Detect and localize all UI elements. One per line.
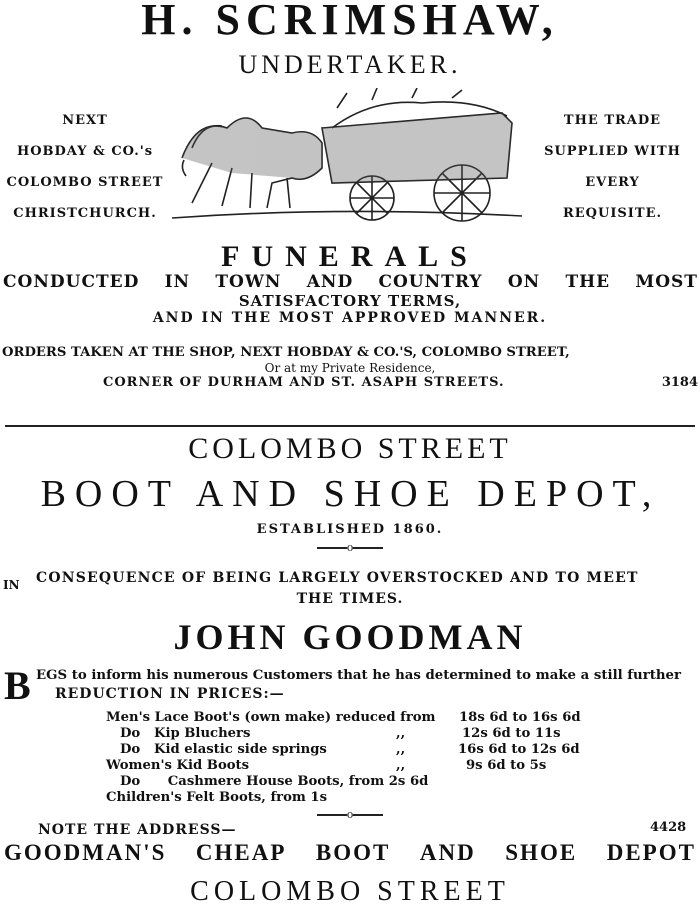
ditto-mark: ,, bbox=[396, 758, 406, 773]
note-address: NOTE THE ADDRESS— bbox=[38, 822, 237, 838]
address-line: CHRISTCHURCH. bbox=[13, 206, 157, 221]
word: BOOT bbox=[315, 840, 391, 865]
trade-line: SUPPLIED WITH bbox=[544, 144, 681, 159]
proprietor-name: JOHN GOODMAN bbox=[173, 617, 527, 657]
word: SHOE bbox=[505, 840, 578, 865]
word: ON bbox=[507, 272, 541, 292]
trade-line: EVERY bbox=[585, 175, 640, 190]
trade-line: THE TRADE bbox=[563, 113, 662, 128]
word: IN bbox=[164, 272, 191, 292]
times-line: THE TIMES. bbox=[296, 591, 404, 607]
price-list bbox=[106, 710, 606, 806]
ditto-mark: ,, bbox=[396, 726, 406, 741]
price-item: Women's Kid Boots bbox=[106, 758, 250, 773]
price-row bbox=[106, 742, 606, 758]
depot-heading bbox=[3, 472, 698, 516]
word: COUNTRY bbox=[378, 272, 483, 292]
price-row bbox=[106, 758, 606, 774]
bottom-street: COLOMBO STREET bbox=[190, 876, 510, 907]
manner-line: AND IN THE MOST APPROVED MANNER. bbox=[152, 310, 548, 326]
ornament-rule bbox=[310, 541, 390, 554]
divider bbox=[5, 425, 695, 427]
price-item: Do Kip Bluchers bbox=[120, 726, 251, 741]
price-row bbox=[106, 726, 606, 742]
ad-reference: 3184 bbox=[661, 375, 698, 390]
rule-segment bbox=[317, 547, 347, 549]
ornament-rule bbox=[310, 808, 390, 821]
price-value: 18s 6d to 16s 6d bbox=[459, 710, 581, 725]
ad-reference: 4428 bbox=[650, 820, 687, 835]
word: GOODMAN'S bbox=[4, 840, 167, 865]
price-value: 16s 6d to 12s 6d bbox=[458, 742, 580, 757]
price-item: Men's Lace Boot's (own make) reduced from bbox=[106, 710, 436, 725]
orders-line: ORDERS TAKEN AT THE SHOP, NEXT HOBDAY & CO.'S, COLOMBO STREET, bbox=[2, 345, 570, 360]
established-line: ESTABLISHED 1860. bbox=[256, 522, 444, 537]
consequence-line: CONSEQUENCE OF BEING LARGELY OVERSTOCKED AND TO MEET bbox=[36, 570, 639, 586]
address-line: HOBDAY & CO.'s bbox=[16, 144, 154, 159]
word: AND bbox=[419, 840, 476, 865]
intro-line: EGS to inform his numerous Customers that he has determined to make a still further bbox=[36, 668, 681, 683]
price-row bbox=[106, 774, 606, 790]
word: THE bbox=[565, 272, 611, 292]
ditto-mark: ,, bbox=[396, 742, 406, 757]
undertaker-name: H. SCRIMSHAW, bbox=[141, 0, 559, 44]
depot-title: BOOT AND SHOE DEPOT, bbox=[40, 473, 661, 515]
word: MOST bbox=[635, 272, 698, 292]
address-line: NEXT bbox=[62, 113, 108, 128]
street-heading: COLOMBO STREET bbox=[188, 432, 512, 465]
price-item: Children's Felt Boots, from 1s bbox=[106, 790, 328, 805]
price-item: Do Cashmere House Boots, from 2s 6d bbox=[120, 774, 429, 789]
conducted-line bbox=[3, 272, 698, 292]
word: TOWN bbox=[215, 272, 282, 292]
bottom-depot-line bbox=[4, 840, 696, 866]
price-value: 12s 6d to 11s bbox=[462, 726, 561, 741]
in-word: IN bbox=[3, 578, 20, 592]
rule-segment bbox=[353, 814, 383, 816]
address-block-left bbox=[0, 105, 170, 229]
price-value: 9s 6d to 5s bbox=[466, 758, 547, 773]
residence-line: Or at my Private Residence, bbox=[264, 361, 436, 375]
word: DEPOT bbox=[606, 840, 696, 865]
reduction-line: REDUCTION IN PRICES:— bbox=[55, 686, 285, 702]
price-item: Do Kid elastic side springs bbox=[120, 742, 327, 757]
price-row bbox=[106, 790, 606, 806]
ornament-circle: o bbox=[346, 808, 354, 821]
word: AND bbox=[306, 272, 354, 292]
rule-segment bbox=[317, 814, 347, 816]
address-line: COLOMBO STREET bbox=[6, 175, 164, 190]
ornament-circle: o bbox=[346, 541, 354, 554]
undertaker-trade: UNDERTAKER. bbox=[238, 50, 462, 79]
corner-line: CORNER OF DURHAM AND ST. ASAPH STREETS. bbox=[103, 375, 505, 390]
funerals-heading: FUNERALS bbox=[221, 240, 479, 273]
word: CHEAP bbox=[195, 840, 287, 865]
trade-line: REQUISITE. bbox=[562, 206, 663, 221]
drop-cap: B bbox=[4, 663, 31, 708]
word: CONDUCTED bbox=[3, 272, 140, 292]
rule-segment bbox=[353, 547, 383, 549]
address-block-right bbox=[525, 105, 700, 229]
price-row bbox=[106, 710, 606, 726]
hearse-illustration bbox=[172, 88, 524, 228]
terms-line: SATISFACTORY TERMS, bbox=[238, 292, 462, 310]
